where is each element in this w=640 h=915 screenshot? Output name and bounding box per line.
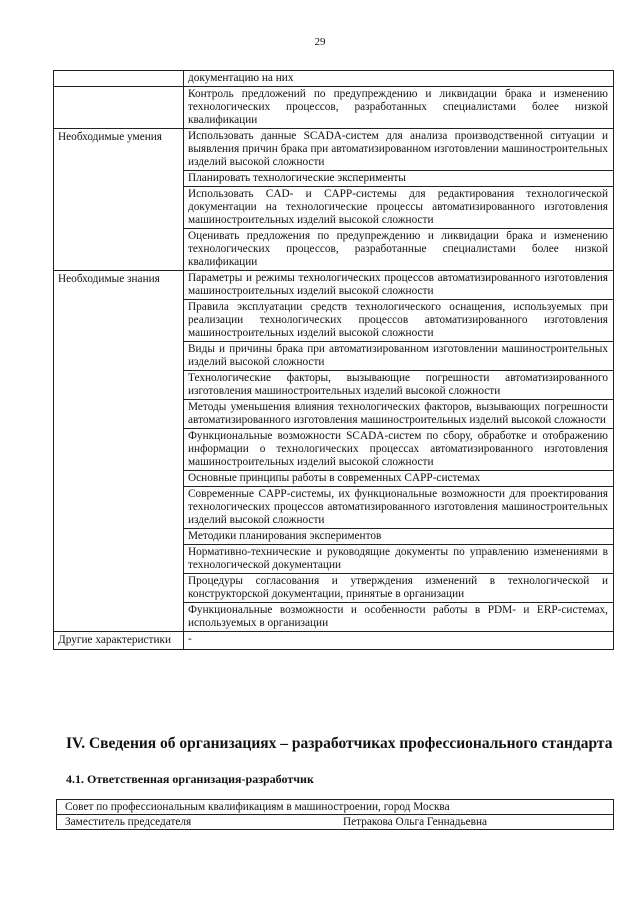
- knowledge-label: Необходимые знания: [54, 271, 184, 632]
- table-cell: Оценивать предложения по предупреждению и ликвидации брака и изменению технологических процессов, разработанные специалистами более низкой квалификации: [184, 229, 614, 271]
- table-row: [54, 87, 614, 129]
- requirements-table: [53, 70, 614, 650]
- table-cell: Использовать данные SCADA-систем для анализа производственной ситуации и выявления причин брака при автоматизированном изготовлении машиностроительных изделий высокой сложности: [184, 129, 614, 171]
- table-cell: Методики планирования экспериментов: [184, 529, 614, 545]
- table-cell: -: [184, 632, 614, 650]
- table-row: [54, 129, 614, 171]
- table-row: [54, 71, 614, 87]
- page-number: 29: [314, 36, 326, 48]
- table-cell: Контроль предложений по предупреждению и ликвидации брака и изменению технологических процессов, разработанных специалистами более низкой квалификации: [184, 87, 614, 129]
- skills-label: Необходимые умения: [54, 129, 184, 271]
- subsection-title: 4.1. Ответственная организация-разработчик: [66, 772, 314, 786]
- person-name: Петракова Ольга Геннадьевна: [335, 815, 614, 830]
- person-role: Заместитель председателя: [57, 815, 336, 830]
- table-row: [57, 815, 614, 830]
- section-title: IV. Сведения об организациях – разработчиках профессионального стандарта: [66, 735, 613, 752]
- table-cell: Технологические факторы, вызывающие погрешности автоматизированного изготовления машиностроительных изделий высокой сложности: [184, 371, 614, 400]
- table-cell: Правила эксплуатации средств технологического оснащения, используемых при реализации технологических процессов автоматизированного изготовления машиностроительных изделий высокой сложности: [184, 300, 614, 342]
- table-cell: Современные CAPP-системы, их функциональные возможности для проектирования технологических процессов автоматизированного изготовления машиностроительных изделий высокой сложности: [184, 487, 614, 529]
- organization-name: Совет по профессиональным квалификациям в машиностроении, город Москва: [57, 800, 614, 815]
- label-cell-empty: [54, 87, 184, 129]
- label-cell-empty: [54, 71, 184, 87]
- table-row: [54, 271, 614, 300]
- table-cell: Функциональные возможности и особенности работы в PDM- и ERP-системах, используемых в организации: [184, 603, 614, 632]
- table-cell: Процедуры согласования и утверждения изменений в технологической и конструкторской документации, принятые в организации: [184, 574, 614, 603]
- other-label: Другие характеристики: [54, 632, 184, 650]
- table-cell: Нормативно-технические и руководящие документы по управлению изменениями в технологической документации: [184, 545, 614, 574]
- table-cell: Основные принципы работы в современных CAPP-системах: [184, 471, 614, 487]
- table-row: [57, 800, 614, 815]
- table-cell: документацию на них: [184, 71, 614, 87]
- table-cell: Функциональные возможности SCADA-систем по сбору, обработке и отображению информации о технологических процессах автоматизированного изготовления машиностроительных изделий высокой сложности: [184, 429, 614, 471]
- table-cell: Параметры и режимы технологических процессов автоматизированного изготовления машиностроительных изделий высокой сложности: [184, 271, 614, 300]
- table-cell: Методы уменьшения влияния технологических факторов, вызывающих погрешности автоматизированного изготовления машиностроительных изделий высокой сложности: [184, 400, 614, 429]
- table-cell: Использовать CAD- и CAPP-системы для редактирования технологической документации на технологические процессы автоматизированного изготовления машиностроительных изделий высокой сложности: [184, 187, 614, 229]
- table-cell: Виды и причины брака при автоматизированном изготовлении машиностроительных изделий высокой сложности: [184, 342, 614, 371]
- table-row: [54, 632, 614, 650]
- table-cell: Планировать технологические эксперименты: [184, 171, 614, 187]
- organization-table: [56, 799, 614, 830]
